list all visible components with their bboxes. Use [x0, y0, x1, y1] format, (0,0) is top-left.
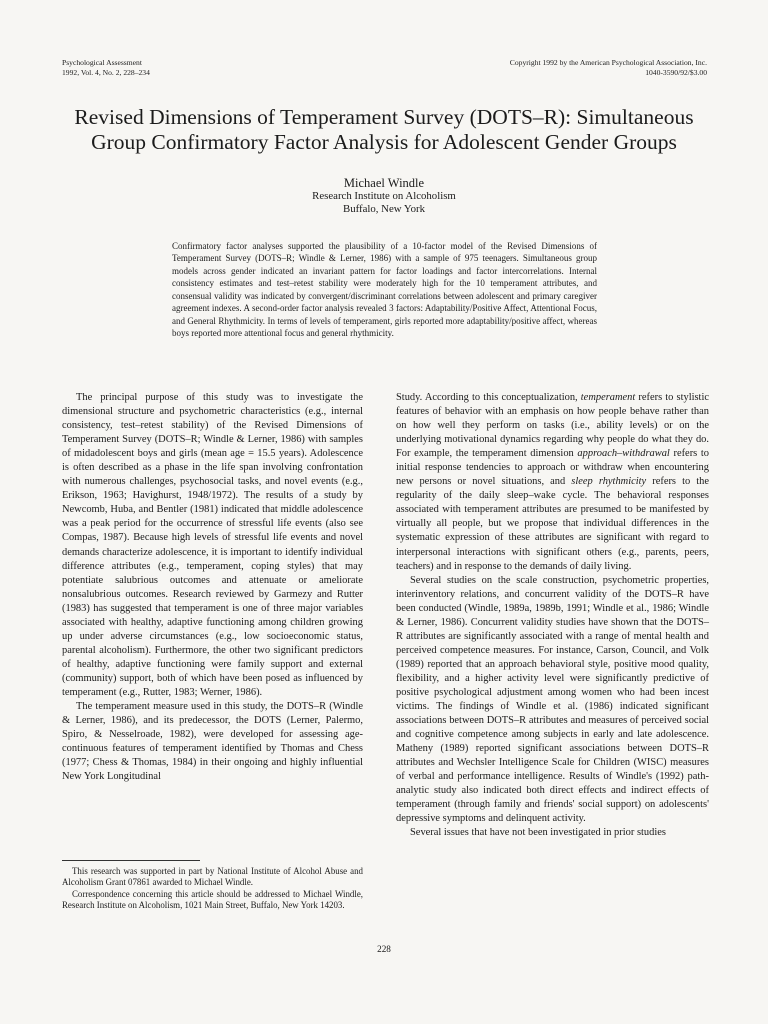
author-name: Michael Windle [343, 176, 425, 190]
affiliation-institution: Research Institute on Alcoholism [312, 190, 456, 202]
term-sleep-rhythmicity: sleep rhythmicity [571, 476, 647, 488]
abstract: Confirmatory factor analyses supported the plausibility of a 10-factor model of the Revised Dimensions of Temperament Survey (DOTS–R; Windle & Lerner, 1986) with a sample of 975 teenagers. Simultaneous group models across gender indicated an invariant pattern for factor loadings and factor intercorrelations. Internal consistency estimates and test–retest stability were moderately high for the 10 temperament attributes, and consensual validity was indicated by convergent/discriminant correlations between adolescent and primary caregiver agreement indexes. A second-order factor analysis revealed 3 factors: Adaptability/Positive Affect, Attentional Focus, and General Rhythmicity. In terms of levels of temperament, girls reported more adaptability/positive affect, whereas boys reported more attentional focus and general rhythmicity. [172, 241, 597, 339]
term-temperament: temperament [580, 392, 636, 403]
left-column [62, 391, 363, 784]
title-line-1: Revised Dimensions of Temperament Survey (DOTS–R): Simultaneous [74, 105, 694, 129]
right-column [396, 391, 709, 841]
right-paragraph-2: Several studies on the scale construction, psychometric properties, interinventory relations, and concurrent validity of the DOTS–R have been conducted (Windle, 1989a, 1989b, 1991; Windle et al., 1986; Windle & Lerner, 1986). Concurrent validity studies have shown that the DOTS–R attributes are significantly associated with a range of mental health and perceived competence measures. For instance, Carson, Council, and Volk (1989) reported that an approach behavioral style, positive mood quality, flexibility, and a higher activity level were significantly predictive of positive psychological adjustment among women who had been incest victims. The findings of Windle et al. (1986) indicated significant associations between DOTS–R attributes and measures of perceived social and cognitive competence among subjects in early and late adolescence. Matheny (1989) reported significant associations between DOTS–R attributes and Wechsler Intelligence Scale for Children (WISC) measures of verbal and performance intelligence. Results of Windle's (1992) path-analytic study also indicated both direct effects and indirect effects of temperament (through family and friends' social support) on adolescents' depressive symptoms and delinquent activity. [396, 574, 709, 825]
correspondence-footnote: Correspondence concerning this article should be addressed to Michael Windle, Research Institute on Alcoholism, 1021 Main Street, Buffalo, New York 14203. [62, 888, 363, 911]
article-title [40, 105, 728, 155]
term-approach-withdrawal: approach–withdrawal [577, 448, 670, 460]
right-paragraph-3: Several issues that have not been investigated in prior studies [410, 827, 666, 839]
affiliation-location: Buffalo, New York [343, 202, 425, 215]
issn-price: 1040-3590/92/$3.00 [645, 67, 707, 77]
text-segment: refers to the regularity of the daily sleep–wake cycle. The behavioral responses associated with temperament attributes are presumed to be manifested by virtually all people, but we propose that individual differences in the systematic expression of these attributes are significant with regard to interpersonal interactions with significant others (e.g., parents, peers, teachers) and in response to the demands of daily living. [396, 476, 710, 572]
title-line-2: Group Confirmatory Factor Analysis for Adolescent Gender Groups [91, 130, 677, 154]
page-number: 228 [377, 944, 391, 954]
text-segment: refers to stylistic features of behavior with an emphasis on how people behave rather than on how well they perform on tasks (i.e., ability levels) or on the underlying motivational dynamics regarding why people do what they do. For example, the temperament dimension [396, 392, 709, 460]
text-segment: refers to initial response tendencies to approach or withdraw when encountering new persons or novel situations, and [396, 448, 709, 488]
right-paragraph-1 [396, 391, 709, 574]
journal-volume: 1992, Vol. 4, No. 2, 228–234 [62, 67, 150, 77]
author-affiliation [0, 190, 768, 215]
text-segment: Study. According to this conceptualization, [396, 392, 581, 403]
intro-paragraph-2: The temperament measure used in this study, the DOTS–R (Windle & Lerner, 1986), and its predecessor, the DOTS (Lerner, Palermo, Spiro, & Nesselroade, 1982), were developed for assessing age-continuous features of temperament identified by Thomas and Chess (1977; Chess & Thomas, 1984) in their ongoing and highly influential New York Longitudinal [62, 701, 363, 783]
intro-paragraph-1: The principal purpose of this study was to investigate the dimensional structure and psychometric characteristics (e.g., internal consistency, test–retest stability) of the Revised Dimensions of Temperament Survey (DOTS–R; Windle & Lerner, 1986) with samples of midadolescent boys and girls (mean age = 15.5 years). Adolescence is often described as a phase in the life span involving confrontation with numerous challenges, psychosocial tasks, and novel events (e.g., Erikson, 1963; Havighurst, 1948/1972). The results of a study by Newcomb, Huba, and Bentler (1981) indicated that middle adolescence was a peak period for the occurrence of stressful life events (also see Compas, 1987). Because high levels of stressful life events and novel demands characterize adolescence, it is important to identify individual difference attributes (e.g., temperament, coping styles) that may potentiate salubrious outcomes and attenuate or ameliorate nonsalubrious outcomes. Research reviewed by Garmezy and Rutter (1983) has suggested that temperament is one of three major variables associated with healthy, adaptive functioning among children growing up under adverse circumstances (e.g., low socioeconomic status, parental alcoholism). Furthermore, the other two significant predictors of healthy, adaptive functioning were family support and external (community) support, both of which have been posed as influenced by temperament (e.g., Rutter, 1983; Werner, 1986). [62, 392, 363, 698]
journal-citation [62, 58, 150, 77]
copyright-notice [510, 58, 707, 77]
funding-footnote: This research was supported in part by National Institute of Alcohol Abuse and Alcoholism Grant 07861 awarded to Michael Windle. [62, 866, 363, 888]
copyright-line: Copyright 1992 by the American Psychological Association, Inc. [509, 58, 707, 67]
footnotes [62, 866, 363, 912]
footnote-divider [62, 860, 200, 861]
journal-name: Psychological Assessment [62, 58, 142, 67]
